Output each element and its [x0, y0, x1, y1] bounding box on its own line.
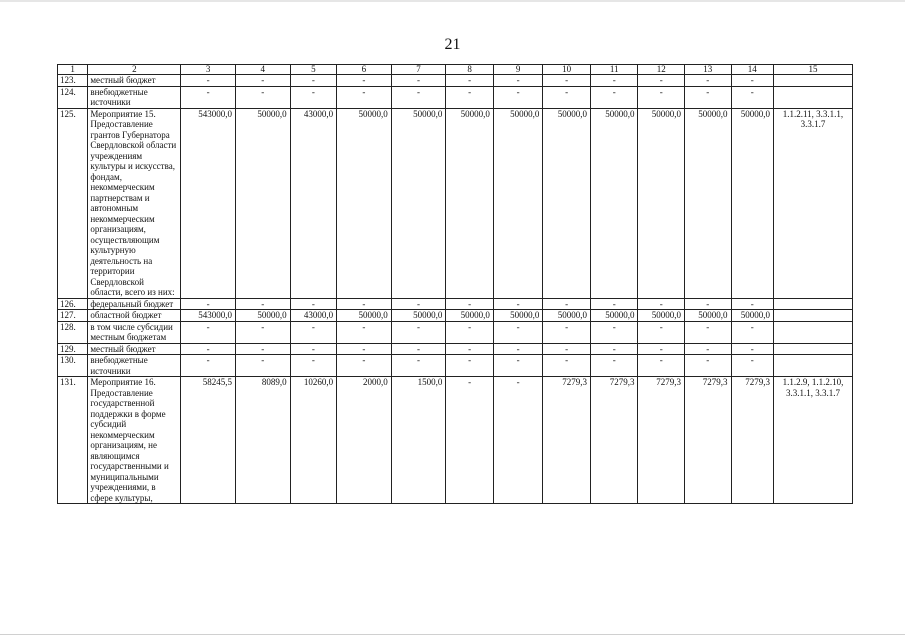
value-cell: - [731, 298, 773, 310]
value-cell: - [638, 343, 685, 355]
header-cell: 11 [590, 65, 638, 75]
value-cell: - [493, 321, 543, 343]
header-cell: 3 [181, 65, 236, 75]
value-cell: 10260,0 [290, 377, 337, 504]
value-cell: 7279,3 [684, 377, 731, 504]
value-cell: 50000,0 [235, 310, 290, 322]
row-description: местный бюджет [88, 75, 181, 87]
header-cell: 7 [391, 65, 446, 75]
reference-cell [773, 310, 852, 322]
value-cell: - [731, 343, 773, 355]
row-description: внебюджетные источники [88, 355, 181, 377]
budget-table [57, 64, 853, 504]
value-cell: - [290, 75, 337, 87]
header-cell: 12 [638, 65, 685, 75]
page-number: 21 [444, 36, 461, 53]
value-cell: - [235, 86, 290, 108]
row-description: внебюджетные источники [88, 86, 181, 108]
value-cell: 50000,0 [731, 310, 773, 322]
value-cell: 58245,5 [181, 377, 236, 504]
value-cell: - [731, 75, 773, 87]
value-cell: - [590, 343, 638, 355]
value-cell: - [391, 355, 446, 377]
value-cell: - [235, 343, 290, 355]
value-cell: 50000,0 [543, 310, 591, 322]
header-cell: 10 [543, 65, 591, 75]
reference-cell: 1.1.2.11, 3.3.1.1, 3.3.1.7 [773, 108, 852, 298]
value-cell: 50000,0 [493, 108, 543, 298]
reference-cell [773, 343, 852, 355]
value-cell: - [391, 343, 446, 355]
value-cell: - [290, 321, 337, 343]
header-cell: 2 [88, 65, 181, 75]
value-cell: - [391, 321, 446, 343]
row-description: местный бюджет [88, 343, 181, 355]
value-cell: - [337, 75, 392, 87]
table-row [58, 86, 853, 108]
value-cell: 50000,0 [391, 310, 446, 322]
value-cell: - [684, 298, 731, 310]
header-cell: 6 [337, 65, 392, 75]
row-number: 131. [58, 377, 88, 504]
value-cell: 50000,0 [731, 108, 773, 298]
value-cell: 50000,0 [684, 108, 731, 298]
value-cell: - [235, 321, 290, 343]
value-cell: - [290, 343, 337, 355]
row-number: 128. [58, 321, 88, 343]
table-row [58, 310, 853, 322]
table-row [58, 377, 853, 504]
value-cell: 50000,0 [446, 310, 494, 322]
value-cell: 7279,3 [638, 377, 685, 504]
value-cell: - [638, 321, 685, 343]
value-cell: - [446, 75, 494, 87]
value-cell: - [181, 343, 236, 355]
table-row [58, 343, 853, 355]
reference-cell [773, 75, 852, 87]
value-cell: 50000,0 [446, 108, 494, 298]
value-cell: - [337, 343, 392, 355]
value-cell: 50000,0 [235, 108, 290, 298]
table-row [58, 108, 853, 298]
reference-cell [773, 355, 852, 377]
value-cell: 50000,0 [543, 108, 591, 298]
row-number: 127. [58, 310, 88, 322]
value-cell: - [543, 298, 591, 310]
header-cell: 8 [446, 65, 494, 75]
row-description: в том числе субсидии местным бюджетам [88, 321, 181, 343]
value-cell: 7279,3 [731, 377, 773, 504]
value-cell: - [590, 75, 638, 87]
header-cell: 15 [773, 65, 852, 75]
value-cell: - [446, 86, 494, 108]
value-cell: - [638, 355, 685, 377]
value-cell: - [543, 355, 591, 377]
row-number: 124. [58, 86, 88, 108]
value-cell: 50000,0 [493, 310, 543, 322]
value-cell: - [543, 75, 591, 87]
reference-cell [773, 86, 852, 108]
value-cell: - [391, 86, 446, 108]
value-cell: 50000,0 [638, 108, 685, 298]
value-cell: - [684, 321, 731, 343]
value-cell: 50000,0 [391, 108, 446, 298]
reference-cell [773, 321, 852, 343]
value-cell: - [731, 86, 773, 108]
value-cell: - [590, 321, 638, 343]
value-cell: 8089,0 [235, 377, 290, 504]
table-row [58, 298, 853, 310]
header-row [58, 65, 853, 75]
header-cell: 14 [731, 65, 773, 75]
value-cell: - [684, 343, 731, 355]
header-cell: 4 [235, 65, 290, 75]
value-cell: - [493, 75, 543, 87]
header-cell: 9 [493, 65, 543, 75]
value-cell: - [235, 75, 290, 87]
value-cell: 50000,0 [638, 310, 685, 322]
value-cell: 50000,0 [590, 108, 638, 298]
row-number: 125. [58, 108, 88, 298]
row-description: областной бюджет [88, 310, 181, 322]
value-cell: - [181, 75, 236, 87]
value-cell: - [235, 355, 290, 377]
value-cell: 543000,0 [181, 310, 236, 322]
value-cell: 2000,0 [337, 377, 392, 504]
value-cell: - [493, 298, 543, 310]
scan-edge-bottom [0, 634, 905, 635]
reference-cell: 1.1.2.9, 1.1.2.10, 3.3.1.1, 3.3.1.7 [773, 377, 852, 504]
value-cell: - [493, 343, 543, 355]
value-cell: - [446, 298, 494, 310]
value-cell: - [493, 355, 543, 377]
value-cell: - [290, 355, 337, 377]
value-cell: - [181, 298, 236, 310]
value-cell: 543000,0 [181, 108, 236, 298]
value-cell: - [684, 86, 731, 108]
row-number: 129. [58, 343, 88, 355]
row-description: федеральный бюджет [88, 298, 181, 310]
table-row [58, 75, 853, 87]
value-cell: - [446, 377, 494, 504]
value-cell: - [731, 355, 773, 377]
value-cell: - [391, 75, 446, 87]
value-cell: - [731, 321, 773, 343]
value-cell: 50000,0 [337, 108, 392, 298]
value-cell: 43000,0 [290, 108, 337, 298]
scan-edge-top [0, 0, 905, 2]
value-cell: - [391, 298, 446, 310]
row-number: 130. [58, 355, 88, 377]
value-cell: - [181, 86, 236, 108]
header-cell: 5 [290, 65, 337, 75]
header-cell: 13 [684, 65, 731, 75]
value-cell: - [590, 355, 638, 377]
value-cell: - [638, 75, 685, 87]
value-cell: 43000,0 [290, 310, 337, 322]
value-cell: 7279,3 [590, 377, 638, 504]
value-cell: - [493, 86, 543, 108]
value-cell: - [446, 355, 494, 377]
reference-cell [773, 298, 852, 310]
value-cell: - [446, 343, 494, 355]
value-cell: 50000,0 [337, 310, 392, 322]
value-cell: 50000,0 [590, 310, 638, 322]
value-cell: - [337, 86, 392, 108]
value-cell: 50000,0 [684, 310, 731, 322]
table-row [58, 355, 853, 377]
value-cell: - [543, 86, 591, 108]
value-cell: - [638, 86, 685, 108]
row-description: Мероприятие 16. Предоставление государственной поддержки в форме субсидий некоммерческим организациям, не являющимся государственными и муниципальными учреждениями, в сфере культуры, [88, 377, 181, 504]
value-cell: - [684, 75, 731, 87]
row-number: 126. [58, 298, 88, 310]
value-cell: - [684, 355, 731, 377]
value-cell: - [181, 321, 236, 343]
value-cell: - [337, 298, 392, 310]
row-description: Мероприятие 15. Предоставление грантов Губернатора Свердловской области учреждениям культуры и искусства, фондам, некоммерческим партнерствам и автономным некоммерческим организациям, осуществляющим культурную деятельность на территории Свердловской области, всего из них: [88, 108, 181, 298]
value-cell: - [638, 298, 685, 310]
value-cell: 1500,0 [391, 377, 446, 504]
value-cell: - [337, 355, 392, 377]
value-cell: - [590, 86, 638, 108]
value-cell: - [337, 321, 392, 343]
table-row [58, 321, 853, 343]
value-cell: - [543, 321, 591, 343]
header-cell: 1 [58, 65, 88, 75]
value-cell: 7279,3 [543, 377, 591, 504]
value-cell: - [235, 298, 290, 310]
value-cell: - [446, 321, 494, 343]
value-cell: - [290, 298, 337, 310]
value-cell: - [590, 298, 638, 310]
value-cell: - [181, 355, 236, 377]
value-cell: - [543, 343, 591, 355]
row-number: 123. [58, 75, 88, 87]
value-cell: - [493, 377, 543, 504]
value-cell: - [290, 86, 337, 108]
